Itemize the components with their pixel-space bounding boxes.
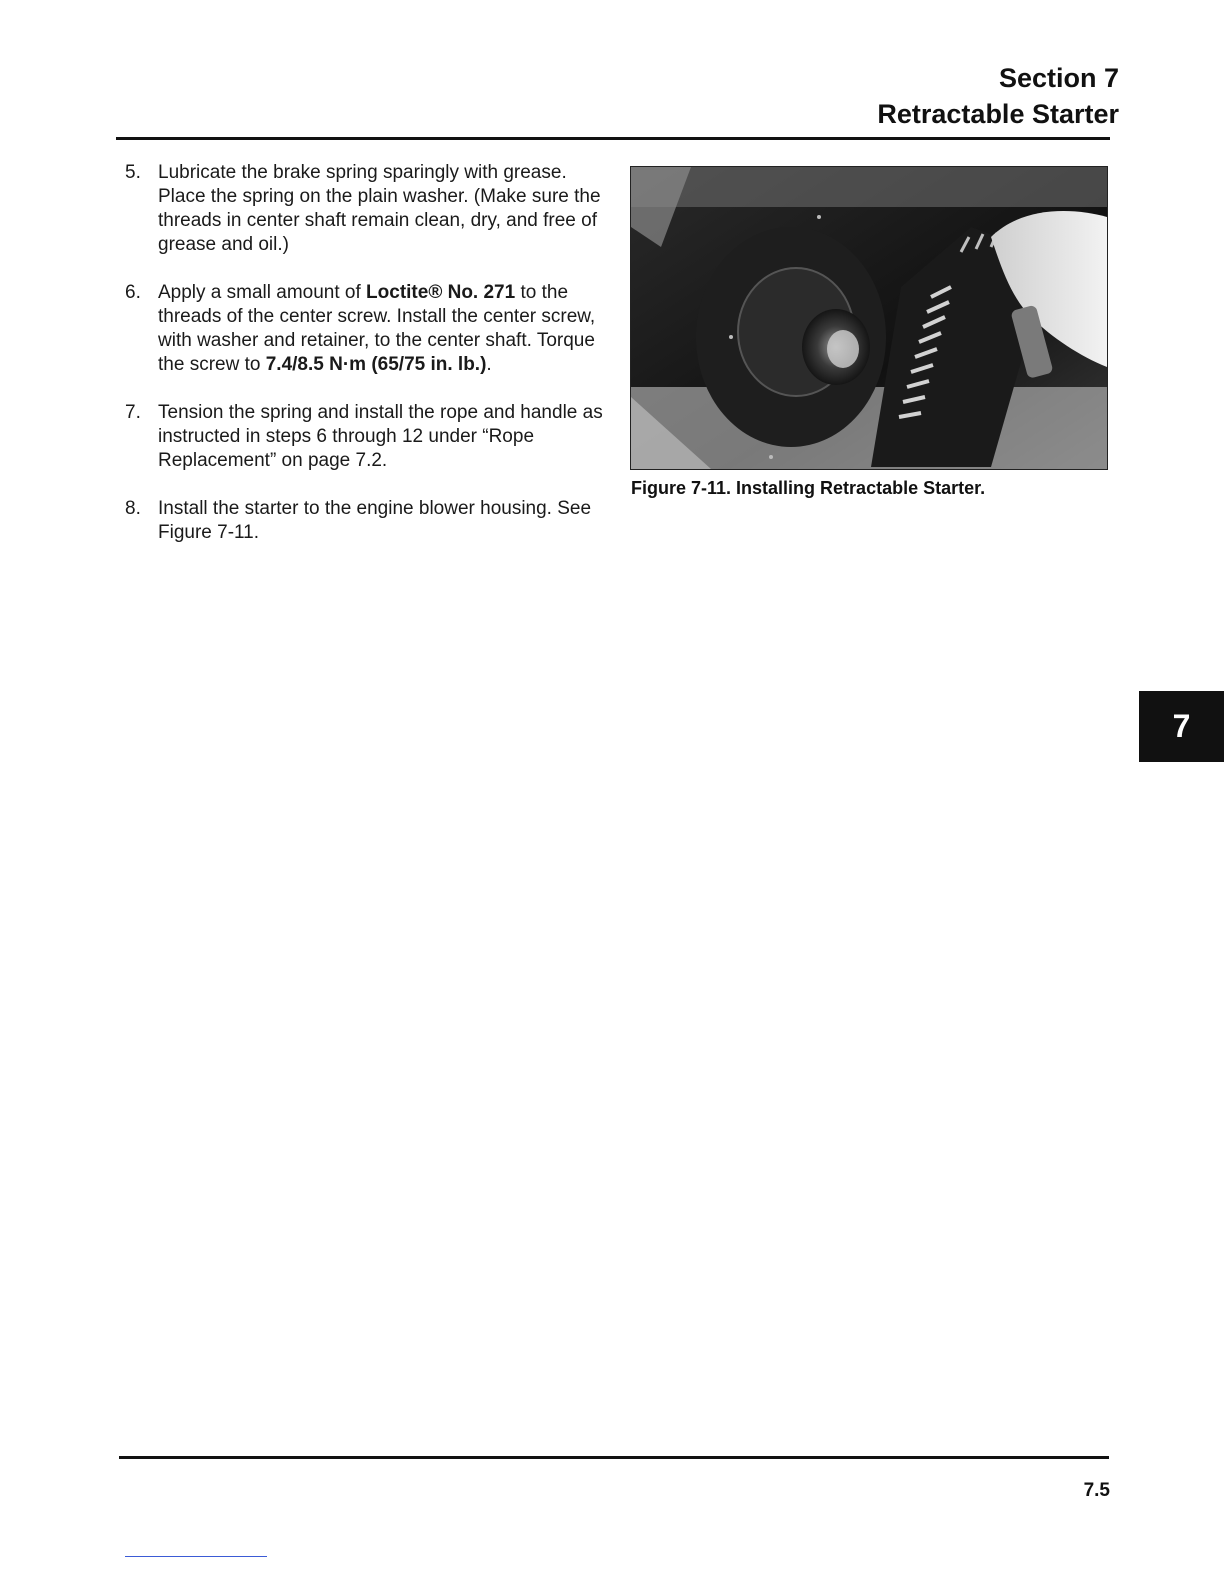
step-text-run: to the threads of the center screw. Install the center screw, with washer and retainer, to the center shaft. Torque the screw to	[158, 282, 596, 375]
step-number: 6.	[125, 282, 141, 303]
step-text	[158, 402, 603, 471]
step-text-bold: Loctite® No. 271	[366, 282, 516, 303]
step-item	[125, 281, 605, 377]
section-title: Retractable Starter	[877, 99, 1119, 129]
footer-divider	[119, 1456, 1109, 1459]
section-number: Section 7	[998, 63, 1119, 93]
step-text-run: Apply a small amount of	[158, 282, 367, 303]
header-divider	[116, 137, 1110, 140]
step-text-run: .	[486, 354, 492, 375]
section-tab: 7	[1139, 691, 1224, 762]
step-number: 5.	[125, 162, 141, 183]
step-number: 8.	[125, 498, 141, 519]
step-text-run: Lubricate the brake spring sparingly with grease. Place the spring on the plain washer. (Make sure the threads in center shaft remain clean, dry, and free of grease and oil.)	[158, 162, 601, 255]
figure-caption: Figure 7-11. Installing Retractable Starter.	[631, 478, 986, 498]
step-text-bold: 7.4/8.5 N·m (65/75 in. lb.)	[265, 354, 487, 375]
step-text	[158, 282, 595, 375]
footer-link-underline	[125, 1556, 267, 1557]
instruction-steps	[125, 161, 605, 569]
step-text	[158, 498, 591, 543]
step-text-run: Install the starter to the engine blower housing. See Figure 7-11.	[158, 498, 592, 543]
step-item	[125, 497, 605, 545]
step-text-run: Tension the spring and install the rope and handle as instructed in steps 6 through 12 under “Rope Replacement” on page 7.2.	[158, 402, 603, 471]
step-item	[125, 161, 605, 257]
figure-photo	[630, 166, 1108, 470]
starter-photo-illustration	[631, 167, 1107, 469]
step-text	[158, 162, 601, 255]
page-number: 7.5	[1083, 1480, 1110, 1501]
section-header	[877, 60, 1119, 132]
step-item	[125, 401, 605, 473]
step-number: 7.	[125, 402, 141, 423]
